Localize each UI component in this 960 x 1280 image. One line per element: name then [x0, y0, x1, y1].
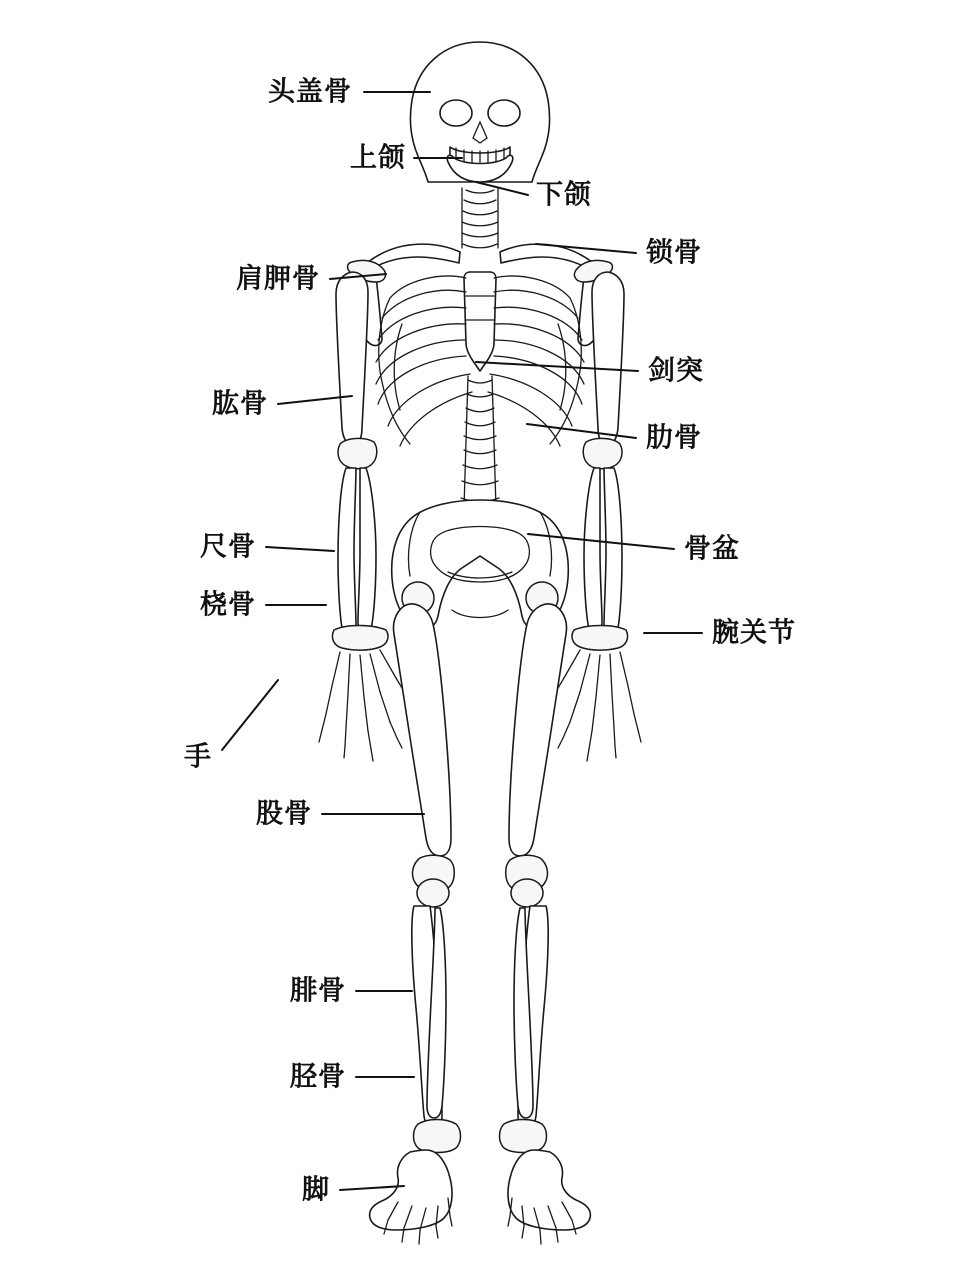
- leader-lines-group: [222, 92, 702, 1190]
- skull-bone: [410, 42, 549, 182]
- spine-bone: [461, 376, 499, 508]
- label-hand: 手: [184, 741, 212, 773]
- label-foot: 脚: [302, 1174, 330, 1206]
- label-skull: 头盖骨: [268, 76, 352, 108]
- skeleton-group: [319, 42, 641, 1244]
- label-ribs: 肋骨: [646, 422, 702, 454]
- leader-line-ulna: [266, 547, 334, 551]
- hand-bone-left: [319, 626, 408, 762]
- label-humerus: 肱骨: [212, 388, 268, 420]
- cervical-spine: [462, 188, 498, 248]
- femur-bone: [393, 604, 566, 907]
- label-fibula: 腓骨: [290, 975, 346, 1007]
- foot-bone-left: [370, 1150, 452, 1244]
- hand-bone-right: [552, 626, 641, 762]
- label-pelvis: 骨盆: [684, 533, 740, 565]
- label-wrist: 腕关节: [712, 617, 796, 649]
- label-mandible: 下颌: [536, 179, 592, 211]
- label-scapula: 肩胛骨: [236, 263, 320, 295]
- label-maxilla: 上颌: [350, 142, 406, 174]
- leader-line-ribs: [527, 424, 636, 438]
- label-femur: 股骨: [256, 798, 312, 830]
- label-clavicle: 锁骨: [646, 237, 702, 269]
- label-radius: 桡骨: [200, 589, 256, 621]
- foot-bone-right: [508, 1150, 590, 1244]
- label-ulna: 尺骨: [200, 531, 256, 563]
- lower-leg-bones: [412, 906, 548, 1153]
- leader-line-hand: [222, 680, 278, 750]
- sternum-bone: [464, 272, 496, 371]
- leader-line-foot: [340, 1186, 404, 1190]
- label-tibia: 胫骨: [290, 1061, 346, 1093]
- label-xiphoid: 剑突: [648, 355, 704, 387]
